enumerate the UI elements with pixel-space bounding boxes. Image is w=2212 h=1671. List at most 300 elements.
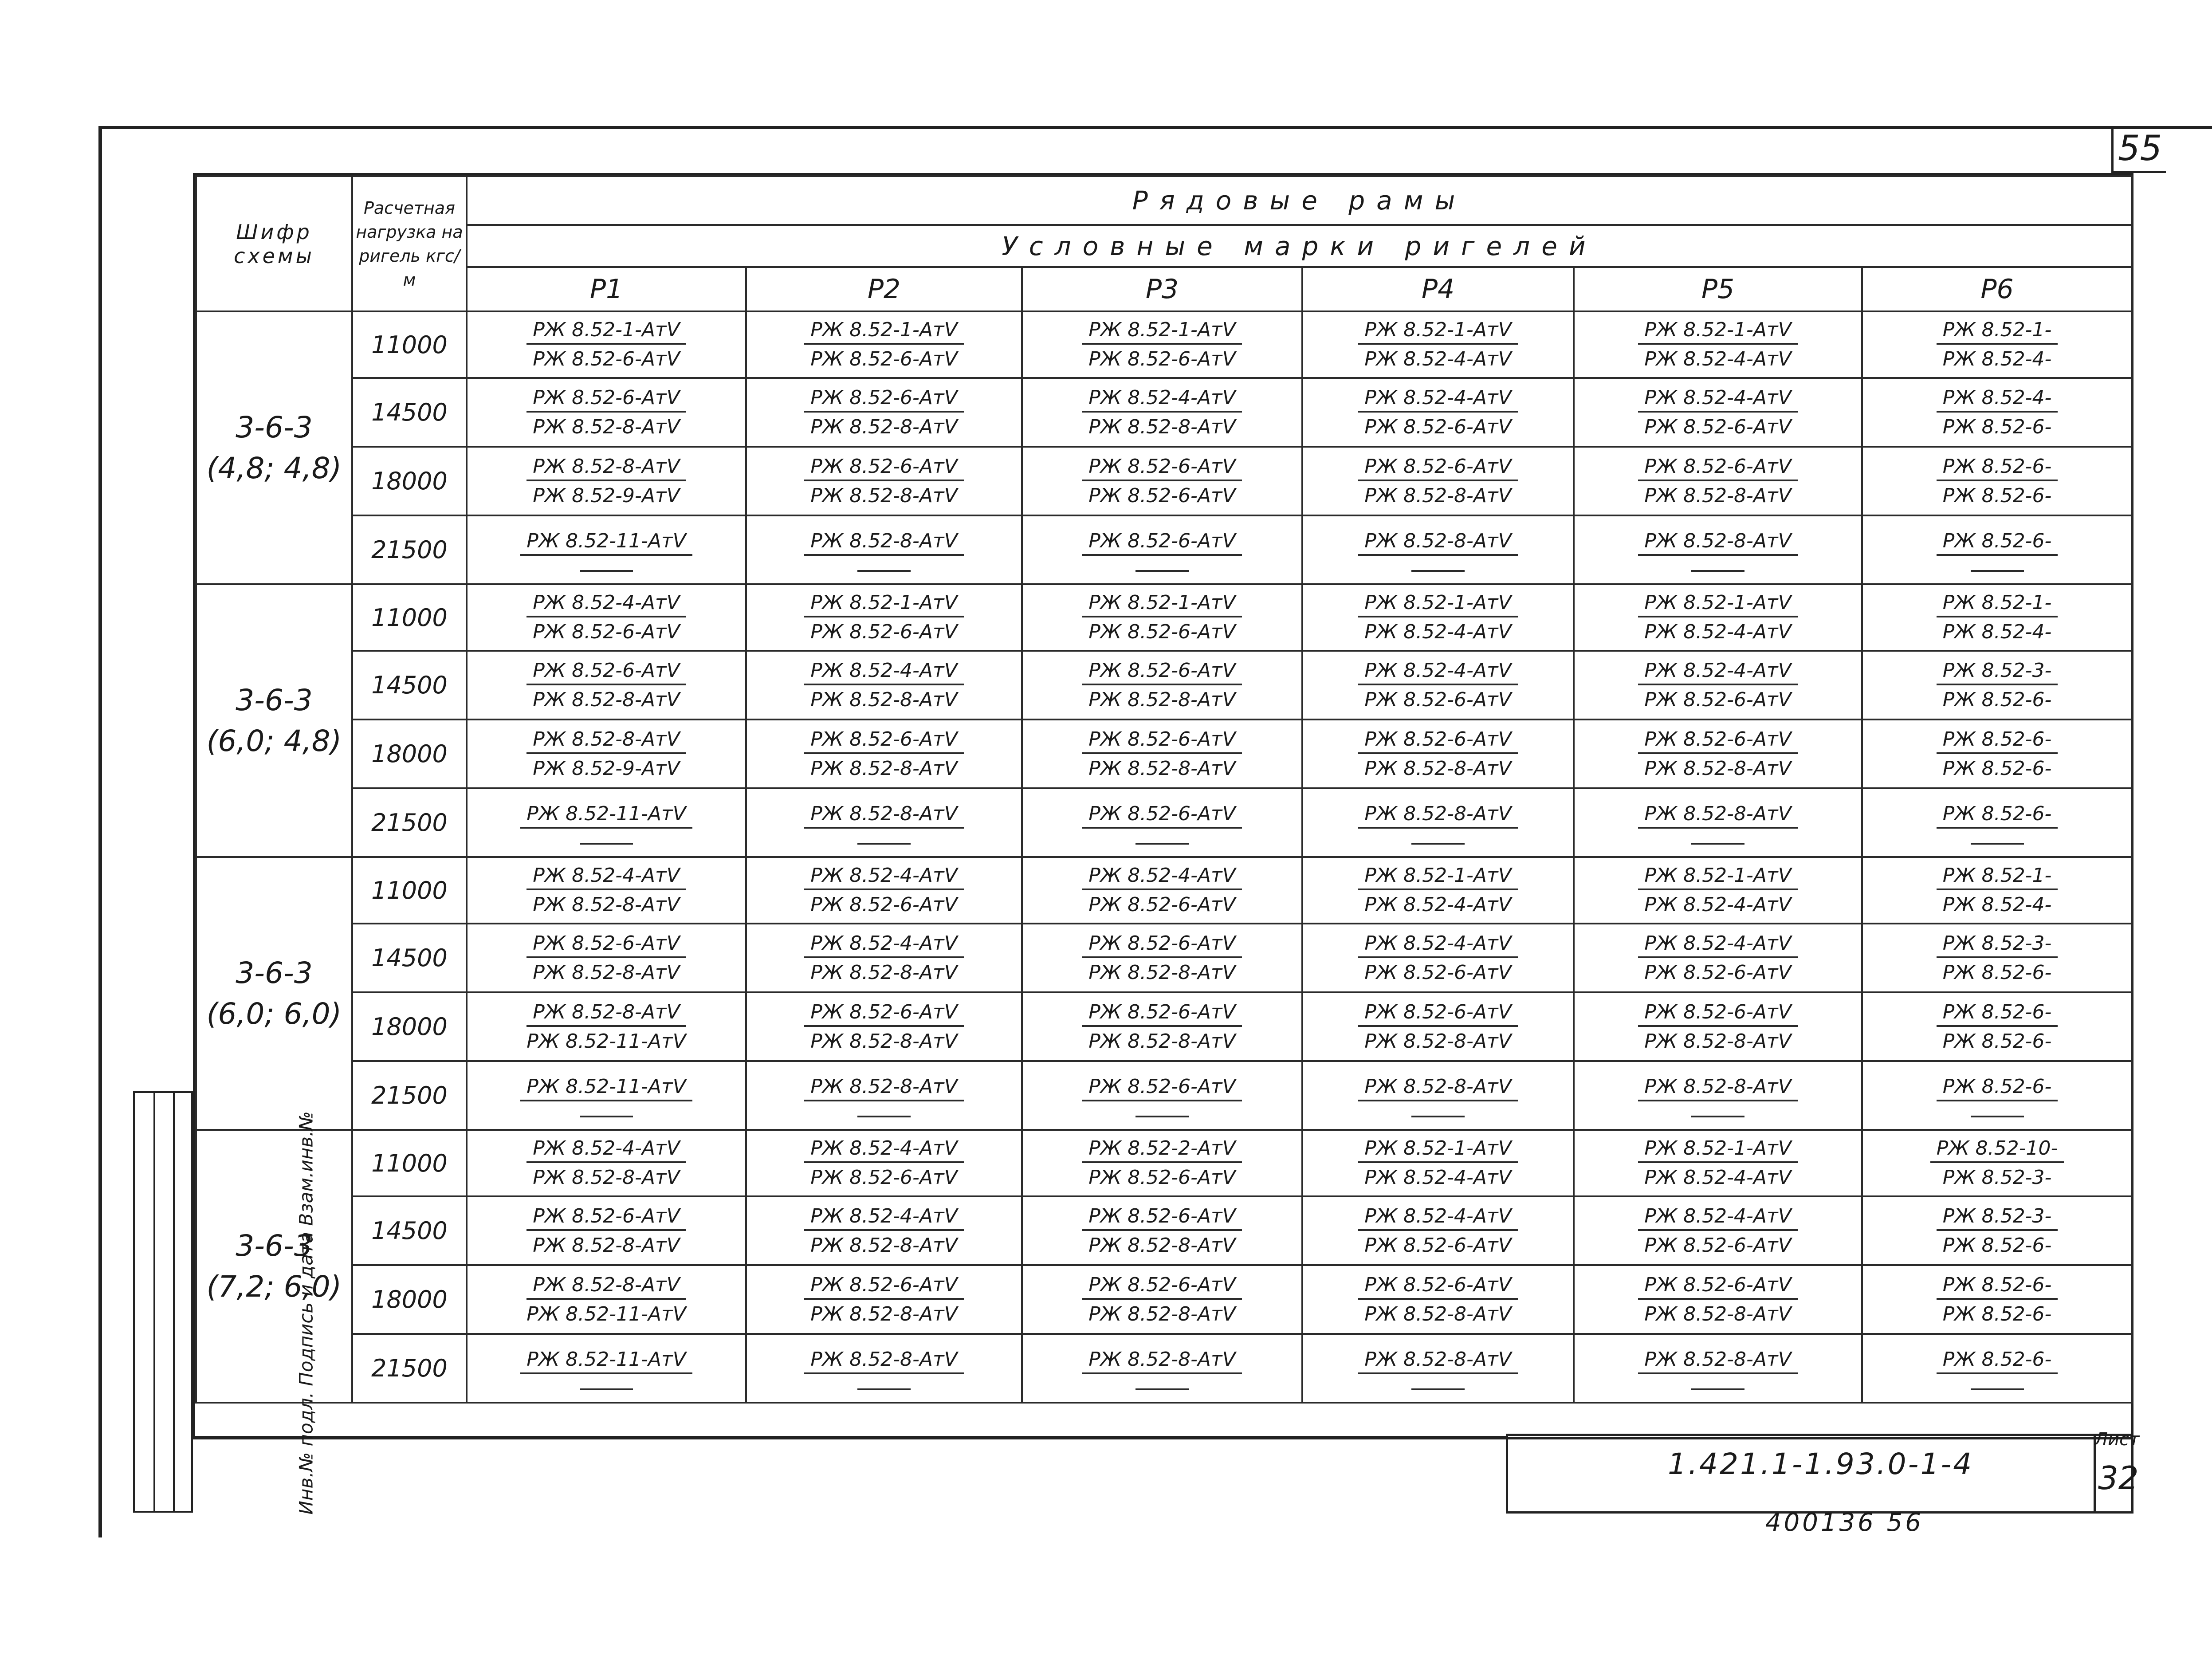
empty-dash (1135, 1116, 1189, 1117)
mark-pair (1863, 1203, 2131, 1258)
mark-cell (1302, 924, 1574, 992)
mark-right-span: РЖ 8.52-6-АтV (1364, 961, 1512, 984)
mark-right-span: РЖ 8.52-8-АтV (533, 1234, 680, 1257)
mark-right-span: РЖ 8.52-6-АтV (1364, 415, 1512, 438)
mark-right-span: РЖ 8.52-6-АтV (1088, 348, 1236, 370)
mark-cell (1302, 515, 1574, 584)
mark-right-span: РЖ 8.52-6-АтV (1644, 1234, 1792, 1257)
mark-right-span: РЖ 8.52-8-АтV (533, 961, 680, 984)
mark-pair (1575, 863, 1861, 918)
mark-cell (746, 378, 1022, 447)
mark-left-span: РЖ 8.52-8-АтV (526, 454, 686, 481)
mark-pair (468, 1074, 745, 1117)
mark-cell (467, 857, 746, 924)
mark-cell (1862, 447, 2132, 515)
mark-left-span: РЖ 8.52-4-АтV (526, 863, 686, 890)
mark-left-span: РЖ 8.52-6- (1937, 1074, 2058, 1101)
mark-cell (1574, 1196, 1862, 1265)
mark-pair (1575, 801, 1861, 845)
mark-pair (1575, 727, 1861, 782)
header-load-cell (352, 176, 467, 311)
mark-left-span: РЖ 8.52-6-АтV (526, 385, 686, 413)
mark-right-span: РЖ 8.52-8-АтV (1088, 961, 1236, 984)
mark-pair (1863, 801, 2131, 845)
mark-right-span: РЖ 8.52-6- (1942, 961, 2052, 984)
mark-right-span: РЖ 8.52-9-АтV (533, 484, 680, 507)
header-subtitle: Условные марки ригелей (1002, 231, 1597, 261)
mark-left-span: РЖ 8.52-6- (1937, 454, 2058, 481)
mark-left-span: РЖ 8.52-1-АтV (804, 590, 963, 617)
mark-cell (746, 1196, 1022, 1265)
mark-right-span: РЖ 8.52-8-АтV (1364, 1030, 1512, 1053)
mark-cell (1302, 857, 1574, 924)
mark-right-span: РЖ 8.52-4-АтV (1364, 621, 1512, 643)
column-label: Р2 (867, 274, 901, 305)
mark-cell (467, 1334, 746, 1403)
mark-pair (747, 863, 1021, 918)
mark-left-span: РЖ 8.52-1- (1937, 590, 2058, 617)
mark-cell (1022, 1334, 1302, 1403)
empty-dash (1971, 843, 2024, 845)
mark-left-span: РЖ 8.52-8-АтV (526, 999, 686, 1027)
mark-left-span: РЖ 8.52-1-АтV (1358, 863, 1517, 890)
mark-cell (1574, 857, 1862, 924)
mark-cell (1302, 720, 1574, 788)
mark-pair (1023, 1203, 1301, 1258)
mark-cell (746, 311, 1022, 378)
empty-dash (1971, 570, 2024, 572)
mark-cell (1302, 992, 1574, 1061)
mark-cell (467, 992, 746, 1061)
mark-pair (1575, 528, 1861, 572)
mark-left-span: РЖ 8.52-10- (1930, 1136, 2064, 1163)
load-cell (352, 720, 467, 788)
mark-right-span: РЖ 8.52-8-АтV (810, 484, 958, 507)
mark-pair (1863, 1074, 2131, 1117)
sheet-bottom-line (193, 1436, 1506, 1438)
load-value: 18000 (371, 467, 448, 495)
mark-right-span: РЖ 8.52-8-АтV (1644, 1302, 1792, 1325)
mark-right-span: РЖ 8.52-6- (1942, 757, 2052, 780)
mark-left-span: РЖ 8.52-8-АтV (1082, 1347, 1242, 1374)
mark-pair (1863, 931, 2131, 986)
load-cell (352, 515, 467, 584)
load-cell (352, 788, 467, 857)
mark-left-span: РЖ 8.52-11-АтV (520, 528, 692, 556)
load-value: 18000 (371, 740, 448, 768)
mark-cell (1574, 1265, 1862, 1334)
mark-left-span: РЖ 8.52-4-АтV (1358, 385, 1517, 413)
mark-left-span: РЖ 8.52-4-АтV (804, 1136, 963, 1163)
header-load: Расчетная нагрузка на ригель кгс/м (356, 198, 463, 290)
mark-cell (1862, 788, 2132, 857)
mark-cell (746, 447, 1022, 515)
mark-left-span: РЖ 8.52-1-АтV (1638, 1136, 1797, 1163)
mark-left-span: РЖ 8.52-1-АтV (1638, 590, 1797, 617)
load-cell (352, 992, 467, 1061)
mark-cell (467, 515, 746, 584)
mark-pair (1303, 590, 1573, 645)
mark-left-span: РЖ 8.52-1-АтV (1638, 317, 1797, 345)
mark-pair (1303, 528, 1573, 572)
mark-cell (1302, 1130, 1574, 1196)
mark-pair (1575, 317, 1861, 372)
mark-pair (1303, 1272, 1573, 1327)
load-cell (352, 857, 467, 924)
mark-pair (747, 931, 1021, 986)
mark-left-span: РЖ 8.52-4-АтV (1358, 658, 1517, 685)
scheme-cell (196, 857, 352, 1130)
table-row (196, 1130, 2132, 1196)
load-cell (352, 378, 467, 447)
load-cell (352, 651, 467, 720)
scheme-cell (196, 584, 352, 857)
mark-left-span: РЖ 8.52-1-АтV (1358, 590, 1517, 617)
mark-cell (1862, 1265, 2132, 1334)
table-row (196, 311, 2132, 378)
mark-pair (1863, 727, 2131, 782)
mark-left-span: РЖ 8.52-1-АтV (526, 317, 686, 345)
mark-right-span: РЖ 8.52-8-АтV (1088, 1234, 1236, 1257)
mark-cell (1022, 1061, 1302, 1130)
mark-cell (1022, 788, 1302, 857)
mark-cell (1022, 311, 1302, 378)
mark-cell (1022, 992, 1302, 1061)
mark-left-span: РЖ 8.52-4-АтV (1358, 1203, 1517, 1231)
mark-left-span: РЖ 8.52-6-АтV (804, 727, 963, 754)
mark-pair (1023, 1136, 1301, 1191)
mark-pair (1303, 1203, 1573, 1258)
scheme-code: 3-6-3 (236, 955, 313, 990)
mark-left-span: РЖ 8.52-4-АтV (1082, 385, 1242, 413)
mark-pair (1023, 1347, 1301, 1390)
mark-right-span: РЖ 8.52-6- (1942, 1302, 2052, 1325)
mark-cell (1574, 584, 1862, 651)
mark-right-span: РЖ 8.52-8-АтV (810, 757, 958, 780)
mark-left-span: РЖ 8.52-4-АтV (526, 590, 686, 617)
mark-cell (1022, 924, 1302, 992)
mark-left-span: РЖ 8.52-6-АтV (804, 1272, 963, 1300)
mark-cell (1574, 311, 1862, 378)
mark-cell (746, 857, 1022, 924)
mark-pair (1023, 454, 1301, 509)
mark-cell (746, 924, 1022, 992)
mark-left-span: РЖ 8.52-4- (1937, 385, 2058, 413)
mark-left-span: РЖ 8.52-6-АтV (526, 658, 686, 685)
mark-right-span: РЖ 8.52-8-АтV (810, 688, 958, 711)
mark-left-span: РЖ 8.52-8-АтV (1638, 1074, 1797, 1101)
mark-right-span: РЖ 8.52-6-АтV (1644, 415, 1792, 438)
load-value: 11000 (371, 876, 448, 904)
mark-pair (1575, 931, 1861, 986)
load-value: 11000 (371, 330, 448, 359)
mark-pair (747, 590, 1021, 645)
mark-pair (747, 385, 1021, 440)
mark-cell (1862, 515, 2132, 584)
drawing-sheet (193, 173, 2133, 1439)
mark-left-span: РЖ 8.52-6-АтV (1082, 727, 1242, 754)
mark-right-span: РЖ 8.52-6-АтV (810, 348, 958, 370)
mark-pair (1023, 1272, 1301, 1327)
mark-left-span: РЖ 8.52-6-АтV (804, 385, 963, 413)
side-approval-stamp (133, 1091, 193, 1513)
mark-left-span: РЖ 8.52-6-АтV (1082, 1074, 1242, 1101)
mark-left-span: РЖ 8.52-11-АтV (520, 1347, 692, 1374)
mark-right-span: РЖ 8.52-11-АтV (526, 1030, 686, 1053)
column-header-p1 (467, 267, 746, 311)
load-cell (352, 311, 467, 378)
mark-pair (468, 727, 745, 782)
mark-cell (1862, 1130, 2132, 1196)
mark-left-span: РЖ 8.52-8-АтV (1638, 528, 1797, 556)
mark-pair (468, 385, 745, 440)
mark-left-span: РЖ 8.52-8-АтV (1358, 1347, 1517, 1374)
mark-right-span: РЖ 8.52-8-АтV (810, 961, 958, 984)
table-row (196, 1265, 2132, 1334)
mark-right-span: РЖ 8.52-4-АтV (1364, 1166, 1512, 1189)
mark-right-span: РЖ 8.52-8-АтV (1088, 415, 1236, 438)
mark-left-span: РЖ 8.52-4-АтV (1638, 658, 1797, 685)
mark-cell (1574, 447, 1862, 515)
mark-left-span: РЖ 8.52-1-АтV (1082, 317, 1242, 345)
table-row (196, 651, 2132, 720)
load-cell (352, 1334, 467, 1403)
mark-cell (1302, 1265, 1574, 1334)
page-number: 55 (2118, 129, 2162, 169)
mark-cell (1574, 651, 1862, 720)
load-value: 18000 (371, 1286, 448, 1313)
table-row (196, 378, 2132, 447)
mark-left-span: РЖ 8.52-6-АтV (804, 454, 963, 481)
load-cell (352, 1196, 467, 1265)
load-value: 14500 (371, 671, 448, 699)
table-row (196, 857, 2132, 924)
load-cell (352, 1130, 467, 1196)
mark-pair (1863, 1272, 2131, 1327)
load-value: 14500 (371, 944, 448, 972)
load-value: 21500 (371, 536, 448, 564)
mark-left-span: РЖ 8.52-6-АтV (1082, 931, 1242, 958)
mark-pair (1303, 317, 1573, 372)
mark-cell (1862, 720, 2132, 788)
mark-cell (467, 720, 746, 788)
mark-right-span: РЖ 8.52-4- (1942, 621, 2052, 643)
column-header-p6 (1862, 267, 2132, 311)
mark-cell (746, 584, 1022, 651)
empty-dash (580, 1116, 633, 1117)
load-value: 14500 (371, 398, 448, 426)
mark-right-span: РЖ 8.52-6-АтV (1364, 1234, 1512, 1257)
column-header-p5 (1574, 267, 1862, 311)
empty-dash (1971, 1388, 2024, 1390)
mark-pair (1575, 658, 1861, 713)
mark-pair (1575, 454, 1861, 509)
mark-left-span: РЖ 8.52-4-АтV (1638, 385, 1797, 413)
mark-pair (747, 1203, 1021, 1258)
mark-pair (1303, 658, 1573, 713)
empty-dash (1135, 570, 1189, 572)
stamp-column (154, 1093, 175, 1511)
mark-left-span: РЖ 8.52-8-АтV (804, 1074, 963, 1101)
mark-cell (1022, 1130, 1302, 1196)
mark-cell (1862, 1334, 2132, 1403)
mark-cell (1302, 1196, 1574, 1265)
mark-pair (1303, 863, 1573, 918)
mark-right-span: РЖ 8.52-4-АтV (1644, 621, 1792, 643)
mark-right-span: РЖ 8.52-6-АтV (533, 621, 680, 643)
mark-left-span: РЖ 8.52-3- (1937, 1203, 2058, 1231)
mark-left-span: РЖ 8.52-8-АтV (526, 1272, 686, 1300)
mark-pair (1023, 528, 1301, 572)
empty-dash (1691, 1116, 1744, 1117)
mark-left-span: РЖ 8.52-4-АтV (526, 1136, 686, 1163)
mark-pair (1863, 863, 2131, 918)
mark-cell (1302, 788, 1574, 857)
header-title-cell (467, 176, 2132, 225)
mark-left-span: РЖ 8.52-8-АтV (804, 801, 963, 829)
mark-right-span: РЖ 8.52-4-АтV (1364, 893, 1512, 916)
mark-pair (468, 1203, 745, 1258)
mark-pair (1023, 590, 1301, 645)
mark-left-span: РЖ 8.52-4-АтV (804, 658, 963, 685)
mark-pair (1863, 454, 2131, 509)
column-header-p3 (1022, 267, 1302, 311)
mark-left-span: РЖ 8.52-6-АтV (1082, 658, 1242, 685)
mark-right-span: РЖ 8.52-6-АтV (1088, 621, 1236, 643)
mark-right-span: РЖ 8.52-6-АтV (1364, 688, 1512, 711)
scheme-spans: (6,0; 4,8) (206, 723, 342, 758)
mark-right-span: РЖ 8.52-8-АтV (1644, 1030, 1792, 1053)
mark-cell (1302, 378, 1574, 447)
mark-right-span: РЖ 8.52-6-АтV (1088, 1166, 1236, 1189)
mark-left-span: РЖ 8.52-1-АтV (1638, 863, 1797, 890)
mark-left-span: РЖ 8.52-6-АтV (1358, 1272, 1517, 1300)
mark-pair (468, 1347, 745, 1390)
mark-cell (1574, 924, 1862, 992)
mark-cell (746, 1130, 1022, 1196)
inventory-number: 400136 56 (1765, 1508, 1924, 1537)
mark-cell (1862, 992, 2132, 1061)
mark-pair (1303, 1074, 1573, 1117)
table-row (196, 1196, 2132, 1265)
header-scheme: Шифр схемы (234, 220, 314, 268)
mark-right-span: РЖ 8.52-8-АтV (533, 893, 680, 916)
mark-cell (1302, 311, 1574, 378)
mark-cell (1574, 1061, 1862, 1130)
document-code: 1.421.1-1.93.0-1-4 (1668, 1447, 1974, 1481)
mark-right-span: РЖ 8.52-6- (1942, 484, 2052, 507)
mark-right-span: РЖ 8.52-8-АтV (810, 1302, 958, 1325)
mark-cell (1574, 788, 1862, 857)
mark-left-span: РЖ 8.52-6- (1937, 801, 2058, 829)
mark-cell (467, 651, 746, 720)
mark-left-span: РЖ 8.52-6- (1937, 1347, 2058, 1374)
mark-left-span: РЖ 8.52-11-АтV (520, 801, 692, 829)
mark-left-span: РЖ 8.52-8-АтV (1358, 528, 1517, 556)
mark-pair (468, 801, 745, 845)
mark-cell (1574, 1130, 1862, 1196)
mark-cell (1574, 720, 1862, 788)
mark-left-span: РЖ 8.52-6-АтV (1082, 1272, 1242, 1300)
mark-right-span: РЖ 8.52-6-АтV (810, 1166, 958, 1189)
mark-pair (1023, 385, 1301, 440)
mark-pair (1303, 1347, 1573, 1390)
mark-left-span: РЖ 8.52-6-АтV (1358, 454, 1517, 481)
mark-pair (747, 801, 1021, 845)
mark-pair (1575, 1272, 1861, 1327)
mark-pair (468, 863, 745, 918)
mark-pair (1863, 1136, 2131, 1191)
mark-pair (1575, 999, 1861, 1054)
header-title: Рядовые рамы (1132, 185, 1467, 216)
mark-left-span: РЖ 8.52-4-АтV (1638, 1203, 1797, 1231)
mark-pair (468, 454, 745, 509)
mark-right-span: РЖ 8.52-8-АтV (810, 1030, 958, 1053)
mark-pair (1023, 658, 1301, 713)
empty-dash (580, 843, 633, 845)
header-scheme-cell (196, 176, 352, 311)
table-row (196, 992, 2132, 1061)
mark-right-span: РЖ 8.52-6-АтV (810, 621, 958, 643)
table-row (196, 447, 2132, 515)
mark-cell (467, 788, 746, 857)
mark-left-span: РЖ 8.52-4-АтV (804, 1203, 963, 1231)
frame-left-line (98, 126, 102, 1537)
mark-cell (746, 1061, 1022, 1130)
empty-dash (1411, 1388, 1465, 1390)
mark-pair (468, 1136, 745, 1191)
mark-pair (1303, 454, 1573, 509)
mark-cell (467, 311, 746, 378)
mark-cell (1574, 378, 1862, 447)
mark-left-span: РЖ 8.52-8-АтV (526, 727, 686, 754)
mark-pair (1863, 590, 2131, 645)
mark-cell (467, 1265, 746, 1334)
table-row (196, 788, 2132, 857)
mark-left-span: РЖ 8.52-6-АтV (1638, 454, 1797, 481)
mark-left-span: РЖ 8.52-4-АтV (1638, 931, 1797, 958)
mark-cell (1022, 651, 1302, 720)
mark-right-span: РЖ 8.52-8-АтV (533, 1166, 680, 1189)
mark-pair (747, 528, 1021, 572)
mark-left-span: РЖ 8.52-6- (1937, 528, 2058, 556)
mark-cell (1302, 584, 1574, 651)
stamp-column (135, 1093, 155, 1511)
mark-pair (468, 317, 745, 372)
mark-cell (1302, 651, 1574, 720)
empty-dash (857, 843, 911, 845)
mark-cell (1302, 447, 1574, 515)
mark-left-span: РЖ 8.52-8-АтV (804, 1347, 963, 1374)
mark-pair (1023, 999, 1301, 1054)
scheme-spans: (6,0; 6,0) (206, 996, 342, 1031)
mark-cell (467, 1061, 746, 1130)
mark-pair (1575, 385, 1861, 440)
empty-dash (1971, 1116, 2024, 1117)
empty-dash (857, 1388, 911, 1390)
load-value: 11000 (371, 1149, 448, 1177)
empty-dash (1691, 843, 1744, 845)
mark-pair (1023, 1074, 1301, 1117)
table-row (196, 1061, 2132, 1130)
mark-left-span: РЖ 8.52-8-АтV (1638, 801, 1797, 829)
mark-left-span: РЖ 8.52-4-АтV (804, 863, 963, 890)
mark-cell (746, 515, 1022, 584)
mark-pair (1575, 1074, 1861, 1117)
mark-right-span: РЖ 8.52-8-АтV (1088, 1302, 1236, 1325)
mark-left-span: РЖ 8.52-1-АтV (1358, 317, 1517, 345)
mark-right-span: РЖ 8.52-9-АтV (533, 757, 680, 780)
